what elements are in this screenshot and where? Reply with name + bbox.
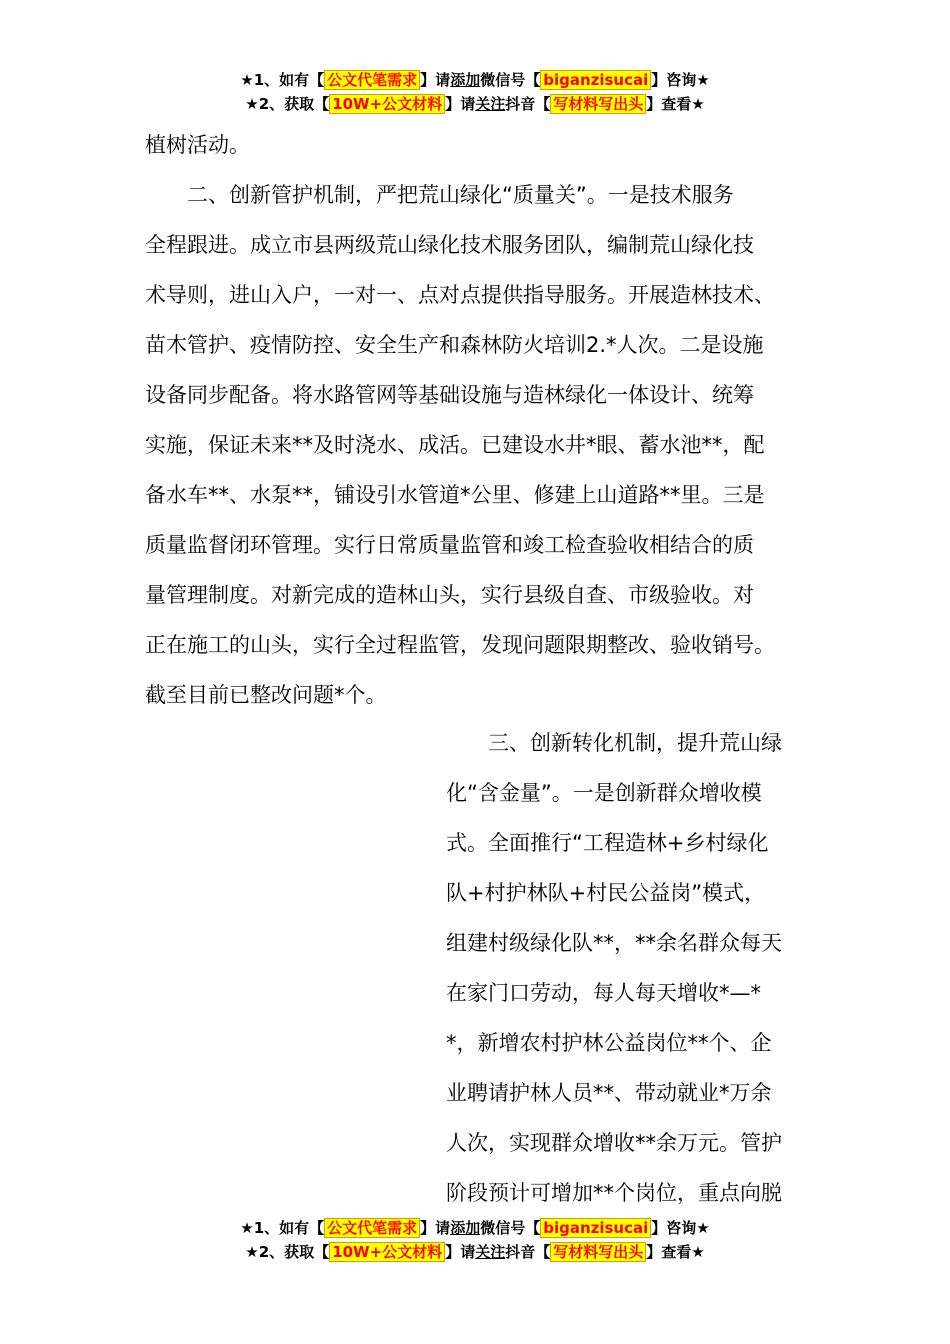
banner-text: 】咨询★: [651, 71, 710, 89]
text-line: 正在施工的山头，实行全过程监管，发现问题限期整改、验收销号。: [145, 633, 775, 657]
text-line: 全程跟进。成立市县两级荒山绿化技术服务团队，编制荒山绿化技: [145, 233, 754, 257]
banner-text: ★2、获取【: [245, 1243, 330, 1261]
emphasis-text: 添加: [450, 1219, 481, 1237]
banner-text: 】查看★: [646, 95, 705, 113]
banner-text: 】咨询★: [651, 1219, 710, 1237]
banner-text: ★2、获取【: [245, 95, 330, 113]
text-line: 质量监督闭环管理。实行日常质量监管和竣工检查验收相结合的质: [145, 533, 754, 557]
text-line: 业聘请护林人员**、带动就业*万余: [446, 1081, 772, 1105]
highlight-wechat-id: biganzisucai: [540, 70, 651, 90]
text-line: 量管理制度。对新完成的造林山头，实行县级自查、市级验收。对: [145, 583, 754, 607]
header-banner: [0, 68, 950, 116]
text-line: 组建村级绿化队**，**余名群众每天: [446, 931, 782, 955]
text-line: 队+村护林队+村民公益岗”模式，: [446, 881, 766, 905]
banner-text: 】请: [445, 95, 476, 113]
footer-banner: [0, 1216, 950, 1264]
banner-line-2: [0, 92, 950, 116]
banner-text: ★1、如有【: [240, 71, 325, 89]
highlight-service: 公文代笔需求: [324, 70, 420, 90]
highlight-douyin-account: 写材料写出头: [550, 94, 646, 114]
intro-paragraph: [145, 120, 820, 170]
text-line: 三、创新转化机制，提升荒山绿: [446, 731, 782, 755]
text-line: 实施，保证未来**及时浇水、成活。已建设水井*眼、蓄水池**，配: [145, 433, 765, 457]
banner-line-1: [0, 68, 950, 92]
banner-text: 微信号【: [480, 71, 541, 89]
text-line: 二、创新管护机制，严把荒山绿化“质量关”。一是技术服务: [145, 183, 734, 207]
highlight-douyin-account: 写材料写出头: [550, 1242, 646, 1262]
text-line: 设备同步配备。将水路管网等基础设施与造林绿化一体设计、统筹: [145, 383, 754, 407]
banner-text: 】查看★: [646, 1243, 705, 1261]
section-3-paragraph: [446, 718, 806, 1218]
banner-line-2: [0, 1240, 950, 1264]
banner-text: 抖音【: [505, 1243, 551, 1261]
banner-text: 】请: [420, 1219, 451, 1237]
text-line: 人次，实现群众增收**余万元。管护: [446, 1131, 782, 1155]
text-line: 化“含金量”。一是创新群众增收模: [446, 781, 762, 805]
highlight-service: 公文代笔需求: [324, 1218, 420, 1238]
section-2-paragraph: [145, 170, 820, 720]
banner-text: 微信号【: [480, 1219, 541, 1237]
text-line: 截至目前已整改问题*个。: [145, 683, 387, 707]
text-line: 术导则，进山入户，一对一、点对点提供指导服务。开展造林技术、: [145, 283, 775, 307]
banner-text: ★1、如有【: [240, 1219, 325, 1237]
banner-text: 】请: [420, 71, 451, 89]
emphasis-text: 关注: [475, 1243, 506, 1261]
text-line: 在家门口劳动，每人每天增收*—*: [446, 981, 761, 1005]
highlight-materials: 10W+公文材料: [329, 1242, 445, 1262]
banner-text: 】请: [445, 1243, 476, 1261]
text-line: 苗木管护、疫情防控、安全生产和森林防火培训2.*人次。二是设施: [145, 333, 764, 357]
emphasis-text: 添加: [450, 71, 481, 89]
text-line: 阶段预计可增加**个岗位，重点向脱: [446, 1181, 782, 1205]
text-line: 备水车**、水泵**，铺设引水管道*公里、修建上山道路**里。三是: [145, 483, 765, 507]
highlight-wechat-id: biganzisucai: [540, 1218, 651, 1238]
banner-line-1: [0, 1216, 950, 1240]
emphasis-text: 关注: [475, 95, 506, 113]
text-line: 式。全面推行“工程造林+乡村绿化: [446, 831, 769, 855]
highlight-materials: 10W+公文材料: [329, 94, 445, 114]
text-line: *，新增农村护林公益岗位**个、企: [446, 1031, 772, 1055]
banner-text: 抖音【: [505, 95, 551, 113]
text-line: 植树活动。: [145, 133, 250, 157]
